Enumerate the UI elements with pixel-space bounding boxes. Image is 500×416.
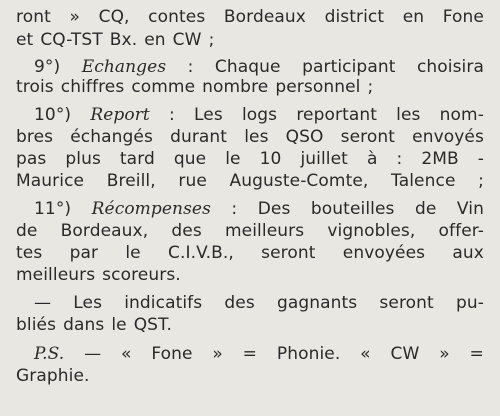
- text-word: Chaque: [214, 57, 281, 77]
- text-word: les: [396, 105, 421, 125]
- text-word: indicatifs: [124, 293, 203, 313]
- text-word: seront: [379, 293, 434, 313]
- text-word: district: [324, 7, 385, 27]
- text-word: =: [469, 344, 484, 364]
- text-word: ;: [208, 30, 215, 50]
- text-word: participant: [302, 57, 396, 77]
- text-line: [16, 168, 484, 194]
- text-word: à: [366, 149, 378, 169]
- text-word: juillet: [300, 149, 348, 169]
- text-word: envoyés: [412, 127, 484, 147]
- text-word: »: [212, 344, 223, 364]
- text-word: CW: [172, 30, 202, 50]
- text-word: que: [173, 149, 207, 169]
- text-word: Graphie.: [16, 366, 90, 386]
- text-word: ront: [16, 7, 51, 27]
- text-word: en: [402, 7, 425, 27]
- text-line: [16, 27, 484, 53]
- text-word: tes: [16, 243, 43, 263]
- text-word: CW: [390, 344, 420, 364]
- text-word: et: [16, 30, 34, 50]
- text-word: nom-: [439, 105, 484, 125]
- text-word: —: [84, 344, 102, 364]
- text-word: Auguste-Comte,: [229, 171, 369, 191]
- text-word: plus: [65, 149, 101, 169]
- text-word: le: [111, 315, 127, 335]
- text-word: gagnants: [276, 293, 358, 313]
- text-word: Echanges: [81, 57, 167, 77]
- text-word: reportant: [296, 105, 377, 125]
- text-word: Récompenses: [91, 199, 211, 219]
- text-word: —: [34, 293, 52, 313]
- text-word: bliés: [16, 315, 57, 335]
- text-word: 10°): [34, 105, 72, 125]
- text-word: :: [169, 105, 175, 125]
- text-word: 10: [259, 149, 282, 169]
- text-word: Bx.: [109, 30, 138, 50]
- text-word: personnel: [275, 77, 361, 97]
- text-word: 2MB: [421, 149, 459, 169]
- text-word: envoyées: [342, 243, 426, 263]
- text-word: par: [69, 243, 99, 263]
- text-word: meilleurs: [16, 265, 96, 285]
- text-word: rue: [178, 171, 207, 191]
- text-word: en: [144, 30, 166, 50]
- text-word: Les: [194, 105, 223, 125]
- text-word: 11°): [34, 199, 72, 219]
- text-line: [16, 262, 484, 288]
- text-word: Breill,: [106, 171, 156, 191]
- text-word: pu-: [455, 293, 484, 313]
- text-word: :: [396, 149, 403, 169]
- text-word: CQ-TST: [40, 30, 103, 50]
- text-word: Bordeaux,: [60, 221, 149, 241]
- text-word: logs: [241, 105, 278, 125]
- text-word: Vin: [456, 199, 484, 219]
- text-word: QST.: [133, 315, 173, 335]
- text-word: «: [120, 344, 132, 364]
- text-word: aux: [452, 243, 484, 263]
- text-word: bouteilles: [310, 199, 395, 219]
- text-word: Talence: [391, 171, 456, 191]
- text-word: :: [231, 199, 238, 219]
- text-word: -: [477, 149, 484, 169]
- text-line: [16, 363, 484, 389]
- text-word: :: [187, 57, 194, 77]
- text-word: Des: [257, 199, 291, 219]
- text-word: tard: [119, 149, 155, 169]
- text-word: les: [244, 127, 269, 147]
- text-word: choisira: [416, 57, 484, 77]
- text-word: ;: [367, 77, 374, 97]
- text-word: Fone: [151, 344, 193, 364]
- text-word: de: [16, 221, 38, 241]
- text-word: le: [225, 149, 241, 169]
- text-word: »: [69, 7, 80, 27]
- text-word: de: [414, 199, 437, 219]
- text-word: P.S.: [34, 344, 65, 364]
- text-word: seront: [261, 243, 316, 263]
- text-word: ;: [478, 171, 484, 191]
- text-word: «: [360, 344, 371, 364]
- text-word: seront: [340, 127, 396, 147]
- text-word: chiffres: [60, 77, 125, 97]
- text-word: durant: [170, 127, 228, 147]
- text-word: =: [242, 344, 258, 364]
- text-word: comme: [131, 77, 196, 97]
- text-word: Fone: [442, 7, 484, 27]
- text-word: des: [171, 221, 202, 241]
- text-word: Phonie.: [276, 344, 341, 364]
- text-word: »: [439, 344, 450, 364]
- text-word: échangés: [70, 127, 153, 147]
- text-word: le: [125, 243, 141, 263]
- text-word: 9°): [34, 57, 61, 77]
- text-word: nombre: [202, 77, 269, 97]
- text-word: trois: [16, 77, 54, 97]
- text-word: Bordeaux: [223, 7, 306, 27]
- text-word: offer-: [438, 221, 484, 241]
- text-word: scoreurs.: [102, 265, 181, 285]
- text-word: des: [224, 293, 255, 313]
- text-word: Report: [90, 105, 150, 125]
- text-word: meilleurs: [225, 221, 305, 241]
- text-word: CQ,: [98, 7, 130, 27]
- text-word: QSO: [285, 127, 324, 147]
- text-word: Maurice: [16, 171, 85, 191]
- text-line: [16, 312, 484, 338]
- text-line: [16, 74, 484, 100]
- text-word: C.I.V.B.,: [167, 243, 234, 263]
- text-word: pas: [16, 149, 47, 169]
- text-word: dans: [63, 315, 105, 335]
- text-word: contes: [148, 7, 206, 27]
- text-word: vignobles,: [327, 221, 416, 241]
- text-word: bres: [16, 127, 54, 147]
- text-word: Les: [73, 293, 103, 313]
